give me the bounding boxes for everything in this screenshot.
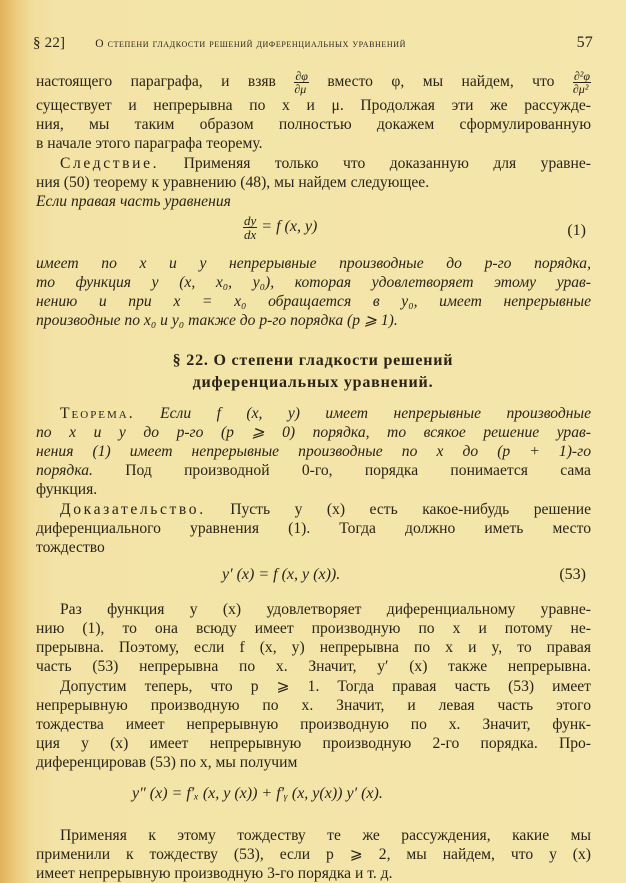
theorem-line: функция. — [36, 481, 98, 498]
text-segment: Применяя только что доказанную для уравне- — [183, 155, 592, 172]
corollary-line: производные по x₀ и y₀ также до p-го порядка (p ⩾ 1). — [36, 312, 398, 329]
paragraph-line: Применяя к этому тождеству те же рассуждения, какие мы — [60, 827, 591, 844]
theorem-label: Теорема. — [60, 405, 135, 422]
corollary-line: ния (50) теорему к уравнению (48), мы найдем следующее. — [36, 174, 430, 191]
fraction-d2phi-dmu2 — [573, 70, 591, 95]
text-segment: Пусть y (x) есть какое-нибудь решение — [230, 501, 591, 518]
equation-number: (53) — [559, 566, 586, 583]
paragraph-line: применили к тождеству (53), если p ⩾ 2, мы найдем, что y (x) — [36, 846, 591, 863]
corollary-line — [60, 154, 591, 173]
equation-1 — [243, 214, 317, 241]
fraction-dphi-dmu — [294, 70, 309, 95]
fraction-denominator: ∂μ — [294, 82, 307, 96]
fraction-numerator: ∂φ — [295, 69, 308, 83]
paragraph-line: тождества имеет непрерывную производную по x. Значит, функ- — [36, 716, 591, 733]
text-segment: настоящего параграфа, и взяв — [36, 73, 276, 91]
theorem-line: по x и y до p-го (p ⩾ 0) порядка, то всякое решение урав- — [36, 424, 591, 441]
fraction-numerator: ∂²φ — [573, 69, 591, 83]
section-heading-line: § 22. О степени гладкости решений — [172, 352, 454, 369]
proof-line: тождество — [36, 539, 105, 556]
corollary-line: нению и при x = x₀ обращается в y₀, имеет непрерывные — [36, 293, 591, 310]
equation-second-derivative: y″ (x) = f′ₓ (x, y (x)) + f′ᵧ (x, y(x)) y′ (x). — [132, 785, 383, 802]
theorem-line — [60, 404, 591, 423]
paragraph-line: прерывна. Поэтому, если f (x, y) непрерывна по x и y, то правая — [36, 639, 591, 656]
text-segment: Если f (x, y) имеет непрерывные производные — [160, 405, 591, 422]
equation-rhs: = f (x, y) — [261, 218, 318, 236]
proof-line — [60, 500, 591, 519]
corollary-line: то функция y (x, x₀, y₀), которая удовлетворяет этому урав- — [36, 274, 591, 291]
paragraph-line: существует и непрерывна по x и μ. Продолжая эти же рассужде- — [36, 97, 591, 114]
fraction-numerator: dy — [244, 213, 257, 228]
paragraph-line: в начале этого параграфа теорему. — [36, 135, 263, 152]
running-header-title: О степени гладкости решений диференциальных уравнений — [95, 38, 407, 50]
paragraph-line: ния, мы таким образом полностью докажем сформулированную — [36, 116, 591, 133]
fraction-dy-dx — [243, 214, 257, 241]
proof-line: диференциального уравнения (1). Тогда должно иметь место — [36, 520, 591, 537]
paragraph-line: непрерывную производную по x. Значит, и левая часть этого — [36, 697, 591, 714]
text-segment: Под производной 0-го, порядка понимается сама — [125, 462, 591, 479]
running-header — [33, 34, 593, 52]
theorem-line: нения (1) имеет непрерывные производные по x до (p + 1)-го — [36, 443, 591, 460]
proof-label: Доказательство. — [60, 501, 206, 518]
paragraph-line: диференцировав (53) по x, мы получим — [36, 754, 298, 771]
theorem-line — [36, 461, 591, 480]
paragraph-line: имеет непрерывную производную 3-го порядка и т. д. — [36, 865, 393, 882]
paragraph-line — [36, 70, 591, 95]
section-heading-line: диференциальных уравнений. — [192, 374, 434, 391]
paragraph-line: Раз функция y (x) удовлетворяет диференциальному уравне- — [60, 601, 591, 618]
equation-53: y′ (x) = f (x, y (x)). — [222, 566, 341, 583]
running-header-section: § 22] — [33, 35, 66, 51]
corollary-line: Если правая часть уравнения — [36, 193, 231, 210]
fraction-denominator: dx — [244, 227, 257, 242]
equation-number: (1) — [567, 222, 586, 239]
corollary-label: Следствие. — [60, 155, 160, 172]
fraction-denominator: ∂μ² — [572, 82, 589, 96]
paragraph-line: нию (1), то она всюду имеет производную по x и потому не- — [36, 620, 591, 637]
corollary-line: имеет по x и y непрерывные производные до p-го порядка, — [36, 255, 591, 272]
paragraph-line: ция y (x) имеет непрерывную производную 2-го порядка. Про- — [36, 735, 591, 752]
page-number: 57 — [576, 34, 593, 51]
paragraph-line: часть (53) непрерывна по x. Значит, y′ (x) также непрерывна. — [36, 658, 591, 675]
text-segment: вместо φ, мы найдем, что — [327, 73, 555, 91]
text-segment: порядка. — [36, 462, 93, 479]
paragraph-line: Допустим теперь, что p ⩾ 1. Тогда правая часть (53) имеет — [60, 678, 591, 695]
